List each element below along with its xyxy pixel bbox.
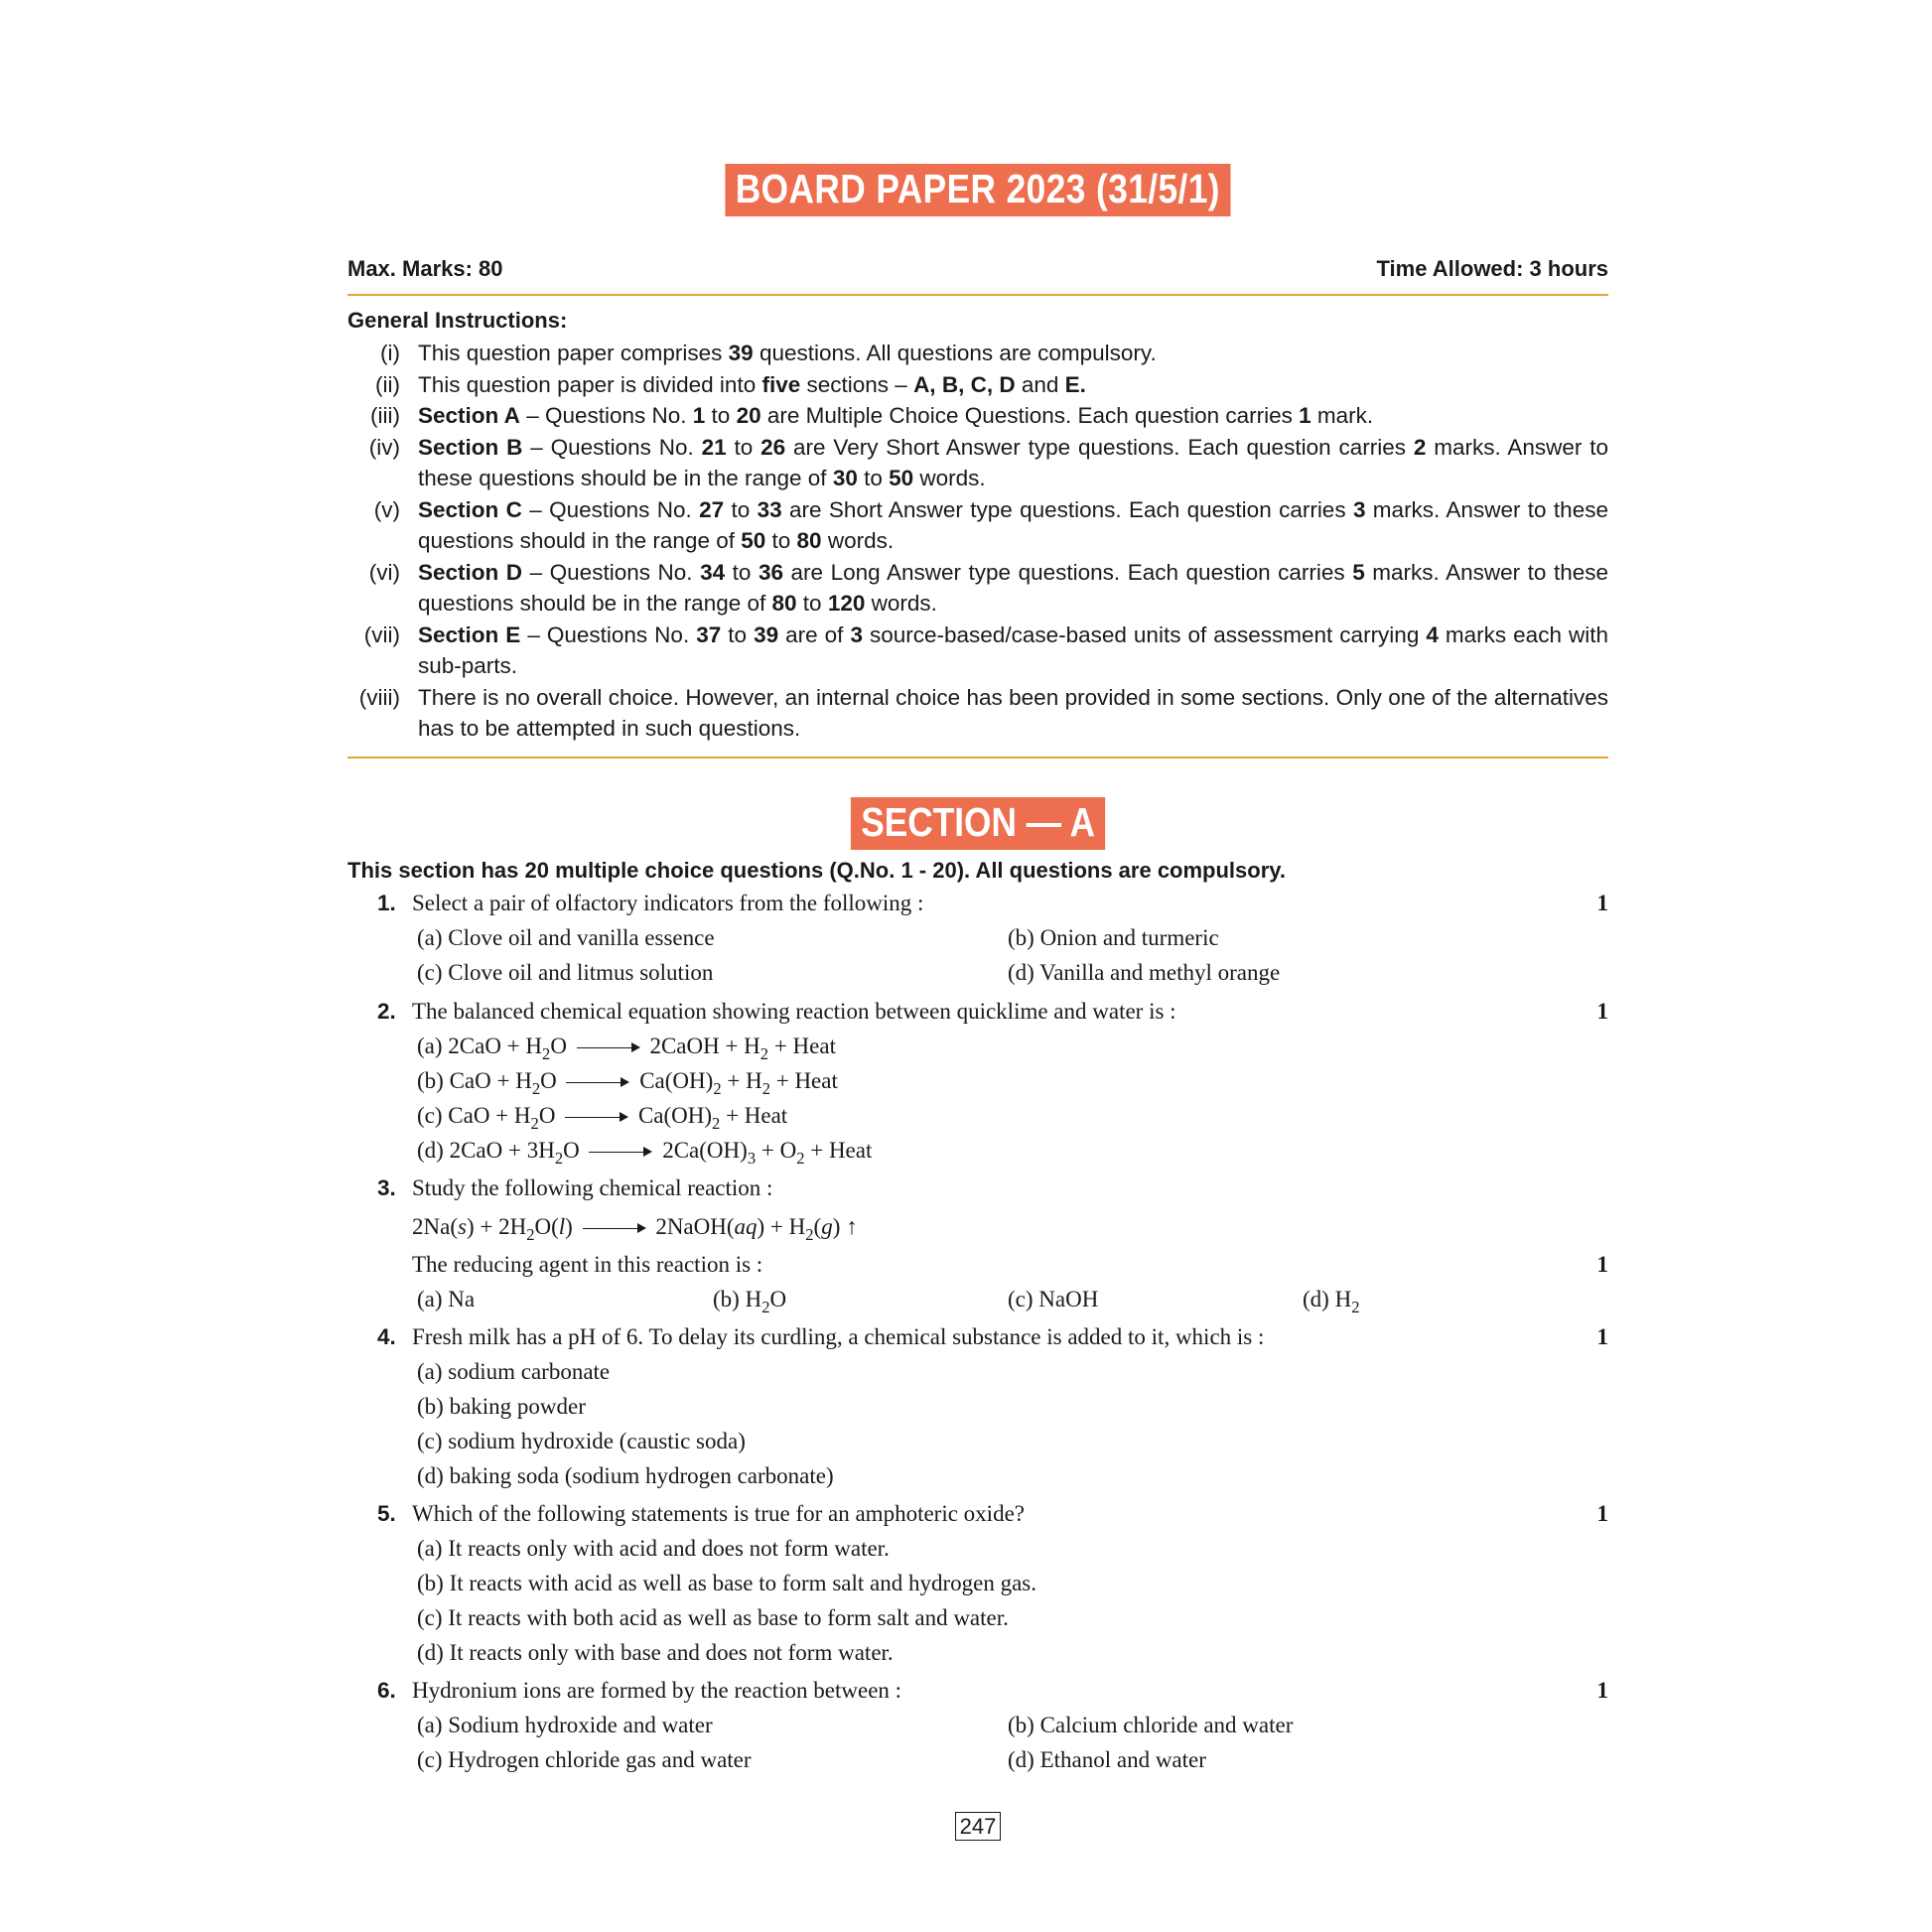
paper-title: BOARD PAPER 2023 (31/5/1) xyxy=(726,164,1231,216)
option-b: (b) CaO + $H_2O$ $Ca(OH)_2 + H_2$ + Heat xyxy=(417,1068,838,1098)
reaction-arrow-icon xyxy=(566,1078,629,1088)
instruction-item: (i) This question paper comprises 39 questions. All questions are compulsory. xyxy=(380,341,1157,365)
option-d: (d) Ethanol and water xyxy=(1008,1747,1206,1772)
question-mark: 1 xyxy=(1596,1324,1608,1349)
divider-top xyxy=(347,294,1608,296)
option-c: (c) Hydrogen chloride gas and water xyxy=(417,1747,752,1772)
option-b: (b) baking powder xyxy=(417,1394,586,1419)
question-mark: 1 xyxy=(1596,1678,1608,1703)
question-number: 2. xyxy=(377,999,396,1024)
question-text: The balanced chemical equation showing reaction between quicklime and water is : xyxy=(412,999,1176,1024)
page-number: 247 xyxy=(955,1812,1002,1841)
divider-bottom xyxy=(347,757,1608,759)
section-note: This section has 20 multiple choice questions (Q.No. 1 - 20). All questions are compulsory. xyxy=(347,858,1286,883)
option-d: (d) $H_2$ xyxy=(1303,1287,1360,1316)
question-mark: 1 xyxy=(1596,999,1608,1024)
instruction-item: (vi) Section D – Questions No. 34 to 36 are Long Answer type questions. Each question carries 5 marks. Answer to these questions should be in the range of 80 to 120 words. xyxy=(368,559,1608,616)
option-a: (a) Na xyxy=(417,1287,476,1311)
option-b: (b) $H_2O$ xyxy=(713,1287,787,1316)
option-b: (b) It reacts with acid as well as base to form salt and hydrogen gas. xyxy=(417,1571,1036,1595)
reaction-arrow-icon xyxy=(589,1148,652,1158)
instruction-item: (iii) Section A – Questions No. 1 to 20 are Multiple Choice Questions. Each question carries 1 mark. xyxy=(370,403,1374,428)
section-banner xyxy=(347,797,1608,850)
question-text: Hydronium ions are formed by the reaction between : xyxy=(412,1678,902,1703)
question-text: Which of the following statements is true for an amphoteric oxide? xyxy=(412,1501,1025,1526)
question-number: 4. xyxy=(377,1324,396,1349)
question-number: 3. xyxy=(377,1175,396,1200)
option-c: (c) NaOH xyxy=(1008,1287,1099,1311)
max-marks: Max. Marks: 80 xyxy=(347,256,503,281)
section-title: SECTION — A xyxy=(851,797,1105,850)
instructions-list xyxy=(347,338,1608,745)
option-d: (d) It reacts only with base and does not form water. xyxy=(417,1640,894,1665)
option-a: (a) sodium carbonate xyxy=(417,1359,611,1384)
option-a: (a) It reacts only with acid and does not form water. xyxy=(417,1536,890,1561)
option-a: (a) Sodium hydroxide and water xyxy=(417,1713,713,1737)
gas-evolved-arrow-icon: ↑ xyxy=(846,1214,858,1239)
question-subtext: The reducing agent in this reaction is : xyxy=(412,1252,763,1277)
question-number: 6. xyxy=(377,1678,396,1703)
reaction-equation: $2Na(s) + 2H_2O(l)$ 2NaOH(aq) + $H_2(g)$ ↑ xyxy=(412,1214,858,1244)
question-text: Study the following chemical reaction : xyxy=(412,1175,773,1200)
option-c: (c) sodium hydroxide (caustic soda) xyxy=(417,1429,746,1453)
option-a: (a) $2CaO + H_2O$ 2CaOH + $H_2$ + Heat xyxy=(417,1034,836,1063)
instruction-item: (viii) There is no overall choice. However, an internal choice has been provided in some sections. Only one of the alternatives has to be attempted in such questions. xyxy=(358,684,1608,741)
option-d: (d) baking soda (sodium hydrogen carbonate) xyxy=(417,1463,834,1488)
question-text: Fresh milk has a pH of 6. To delay its curdling, a chemical substance is added to it, which is : xyxy=(412,1324,1265,1349)
general-instructions-heading: General Instructions: xyxy=(347,308,568,333)
instruction-item: (v) Section C – Questions No. 27 to 33 are Short Answer type questions. Each question carries 3 marks. Answer to these questions should in the range of 50 to 80 words. xyxy=(373,496,1608,553)
option-d: (d) $2CaO + 3H_2O$ $2Ca(OH)_3 + O_2$ + Heat xyxy=(417,1138,873,1168)
title-banner xyxy=(347,164,1608,216)
reaction-arrow-icon xyxy=(583,1224,646,1234)
option-c: (c) It reacts with both acid as well as base to form salt and water. xyxy=(417,1605,1009,1630)
reaction-arrow-icon xyxy=(577,1043,640,1053)
question-number: 1. xyxy=(377,891,396,915)
question-text: Select a pair of olfactory indicators from the following : xyxy=(412,891,924,915)
instruction-item: (vii) Section E – Questions No. 37 to 39 are of 3 source-based/case-based units of assessment carrying 4 marks each with sub-parts. xyxy=(363,621,1608,678)
question-mark: 1 xyxy=(1596,1252,1608,1277)
question-number: 5. xyxy=(377,1501,396,1526)
reaction-arrow-icon xyxy=(565,1113,628,1123)
instruction-item: (ii) This question paper is divided into five sections – A, B, C, D and E. xyxy=(375,371,1086,397)
question-mark: 1 xyxy=(1596,891,1608,915)
page xyxy=(347,0,1608,1932)
question-mark: 1 xyxy=(1596,1501,1608,1526)
marks-row xyxy=(347,256,1608,282)
option-a: (a) Clove oil and vanilla essence xyxy=(417,925,715,950)
option-c: (c) CaO + $H_2O$ $Ca(OH)_2$ + Heat xyxy=(417,1103,788,1133)
option-c: (c) Clove oil and litmus solution xyxy=(417,960,714,985)
option-b: (b) Onion and turmeric xyxy=(1008,925,1219,950)
time-allowed: Time Allowed: 3 hours xyxy=(1376,256,1608,281)
instruction-item: (iv) Section B – Questions No. 21 to 26 are Very Short Answer type questions. Each question carries 2 marks. Answer to these questions should be in the range of 30 to 50 words. xyxy=(368,434,1608,490)
option-d: (d) Vanilla and methyl orange xyxy=(1008,960,1281,985)
page-number-box xyxy=(347,1812,1608,1841)
option-b: (b) Calcium chloride and water xyxy=(1008,1713,1294,1737)
